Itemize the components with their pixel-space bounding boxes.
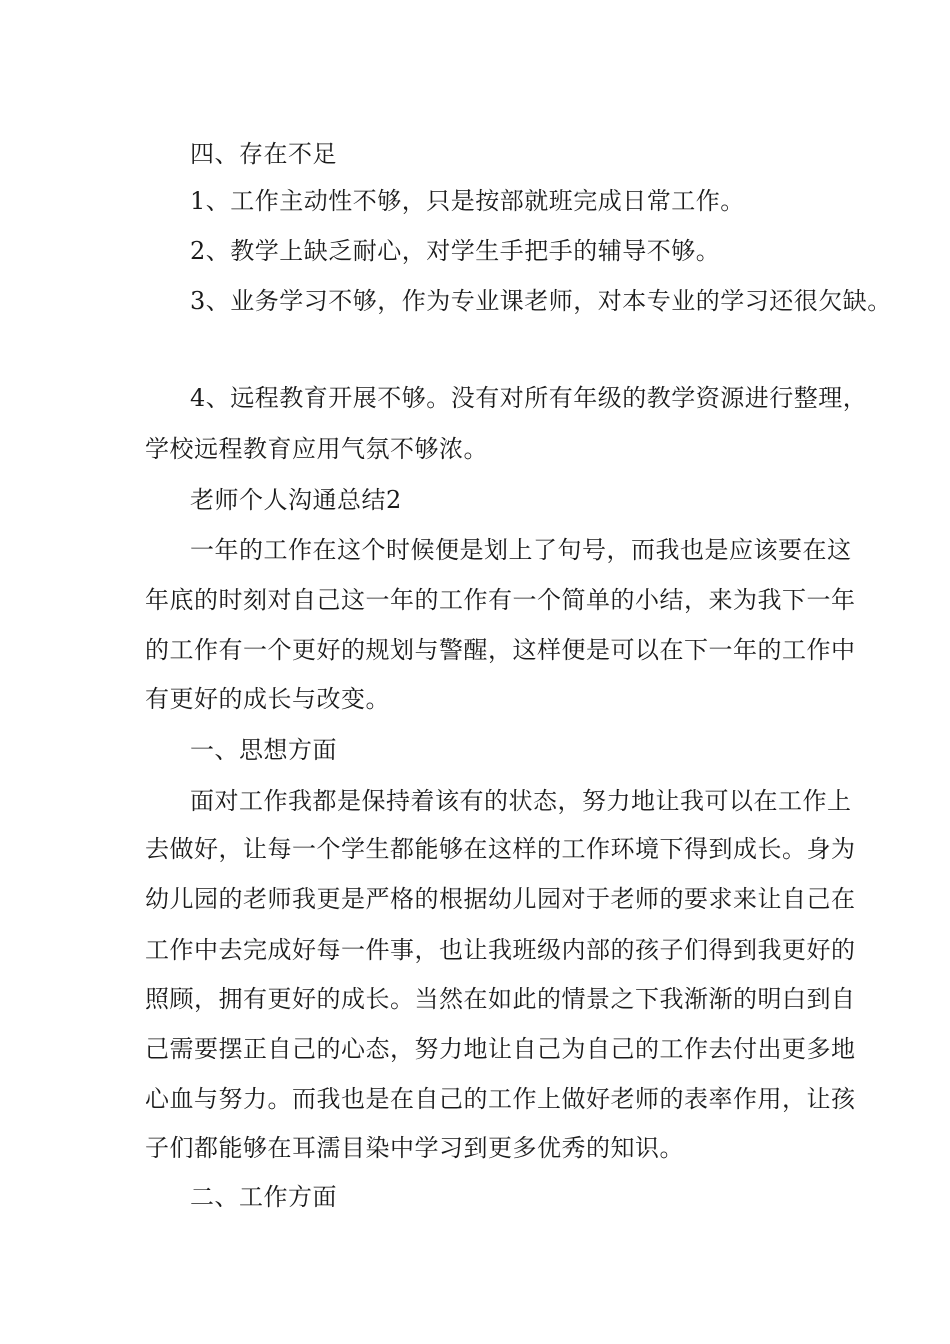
- paragraph-line: 照顾，拥有更好的成长。当然在如此的情景之下我渐渐的明白到自: [145, 985, 856, 1013]
- paragraph-line: 己需要摆正自己的心态，努力地让自己为自己的工作去付出更多地: [145, 1035, 856, 1063]
- section-heading: 四、存在不足: [190, 140, 337, 168]
- list-item: 2、教学上缺乏耐心，对学生手把手的辅导不够。: [190, 237, 721, 265]
- paragraph-line: 面对工作我都是保持着该有的状态，努力地让我可以在工作上: [190, 787, 852, 815]
- paragraph-line: 有更好的成长与改变。: [145, 685, 390, 713]
- paragraph-line: 心血与努力。而我也是在自己的工作上做好老师的表率作用，让孩: [145, 1085, 856, 1113]
- paragraph-line: 幼儿园的老师我更是严格的根据幼儿园对于老师的要求来让自己在: [145, 885, 856, 913]
- paragraph-line: 年底的时刻对自己这一年的工作有一个简单的小结，来为我下一年: [145, 586, 856, 614]
- section-heading: 二、工作方面: [190, 1183, 337, 1211]
- section-heading: 一、思想方面: [190, 736, 337, 764]
- paragraph-line: 的工作有一个更好的规划与警醒，这样便是可以在下一年的工作中: [145, 636, 856, 664]
- paragraph-line: 学校远程教育应用气氛不够浓。: [145, 435, 488, 463]
- list-item: 1、工作主动性不够，只是按部就班完成日常工作。: [190, 187, 745, 215]
- list-item: 3、业务学习不够，作为专业课老师，对本专业的学习还很欠缺。: [190, 287, 892, 315]
- list-item: 4、远程教育开展不够。没有对所有年级的教学资源进行整理，: [190, 384, 868, 412]
- document-title: 老师个人沟通总结2: [190, 486, 402, 514]
- paragraph-line: 子们都能够在耳濡目染中学习到更多优秀的知识。: [145, 1134, 684, 1162]
- paragraph-line: 去做好，让每一个学生都能够在这样的工作环境下得到成长。身为: [145, 835, 856, 863]
- paragraph-line: 一年的工作在这个时候便是划上了句号，而我也是应该要在这: [190, 536, 852, 564]
- paragraph-line: 工作中去完成好每一件事，也让我班级内部的孩子们得到我更好的: [145, 936, 856, 964]
